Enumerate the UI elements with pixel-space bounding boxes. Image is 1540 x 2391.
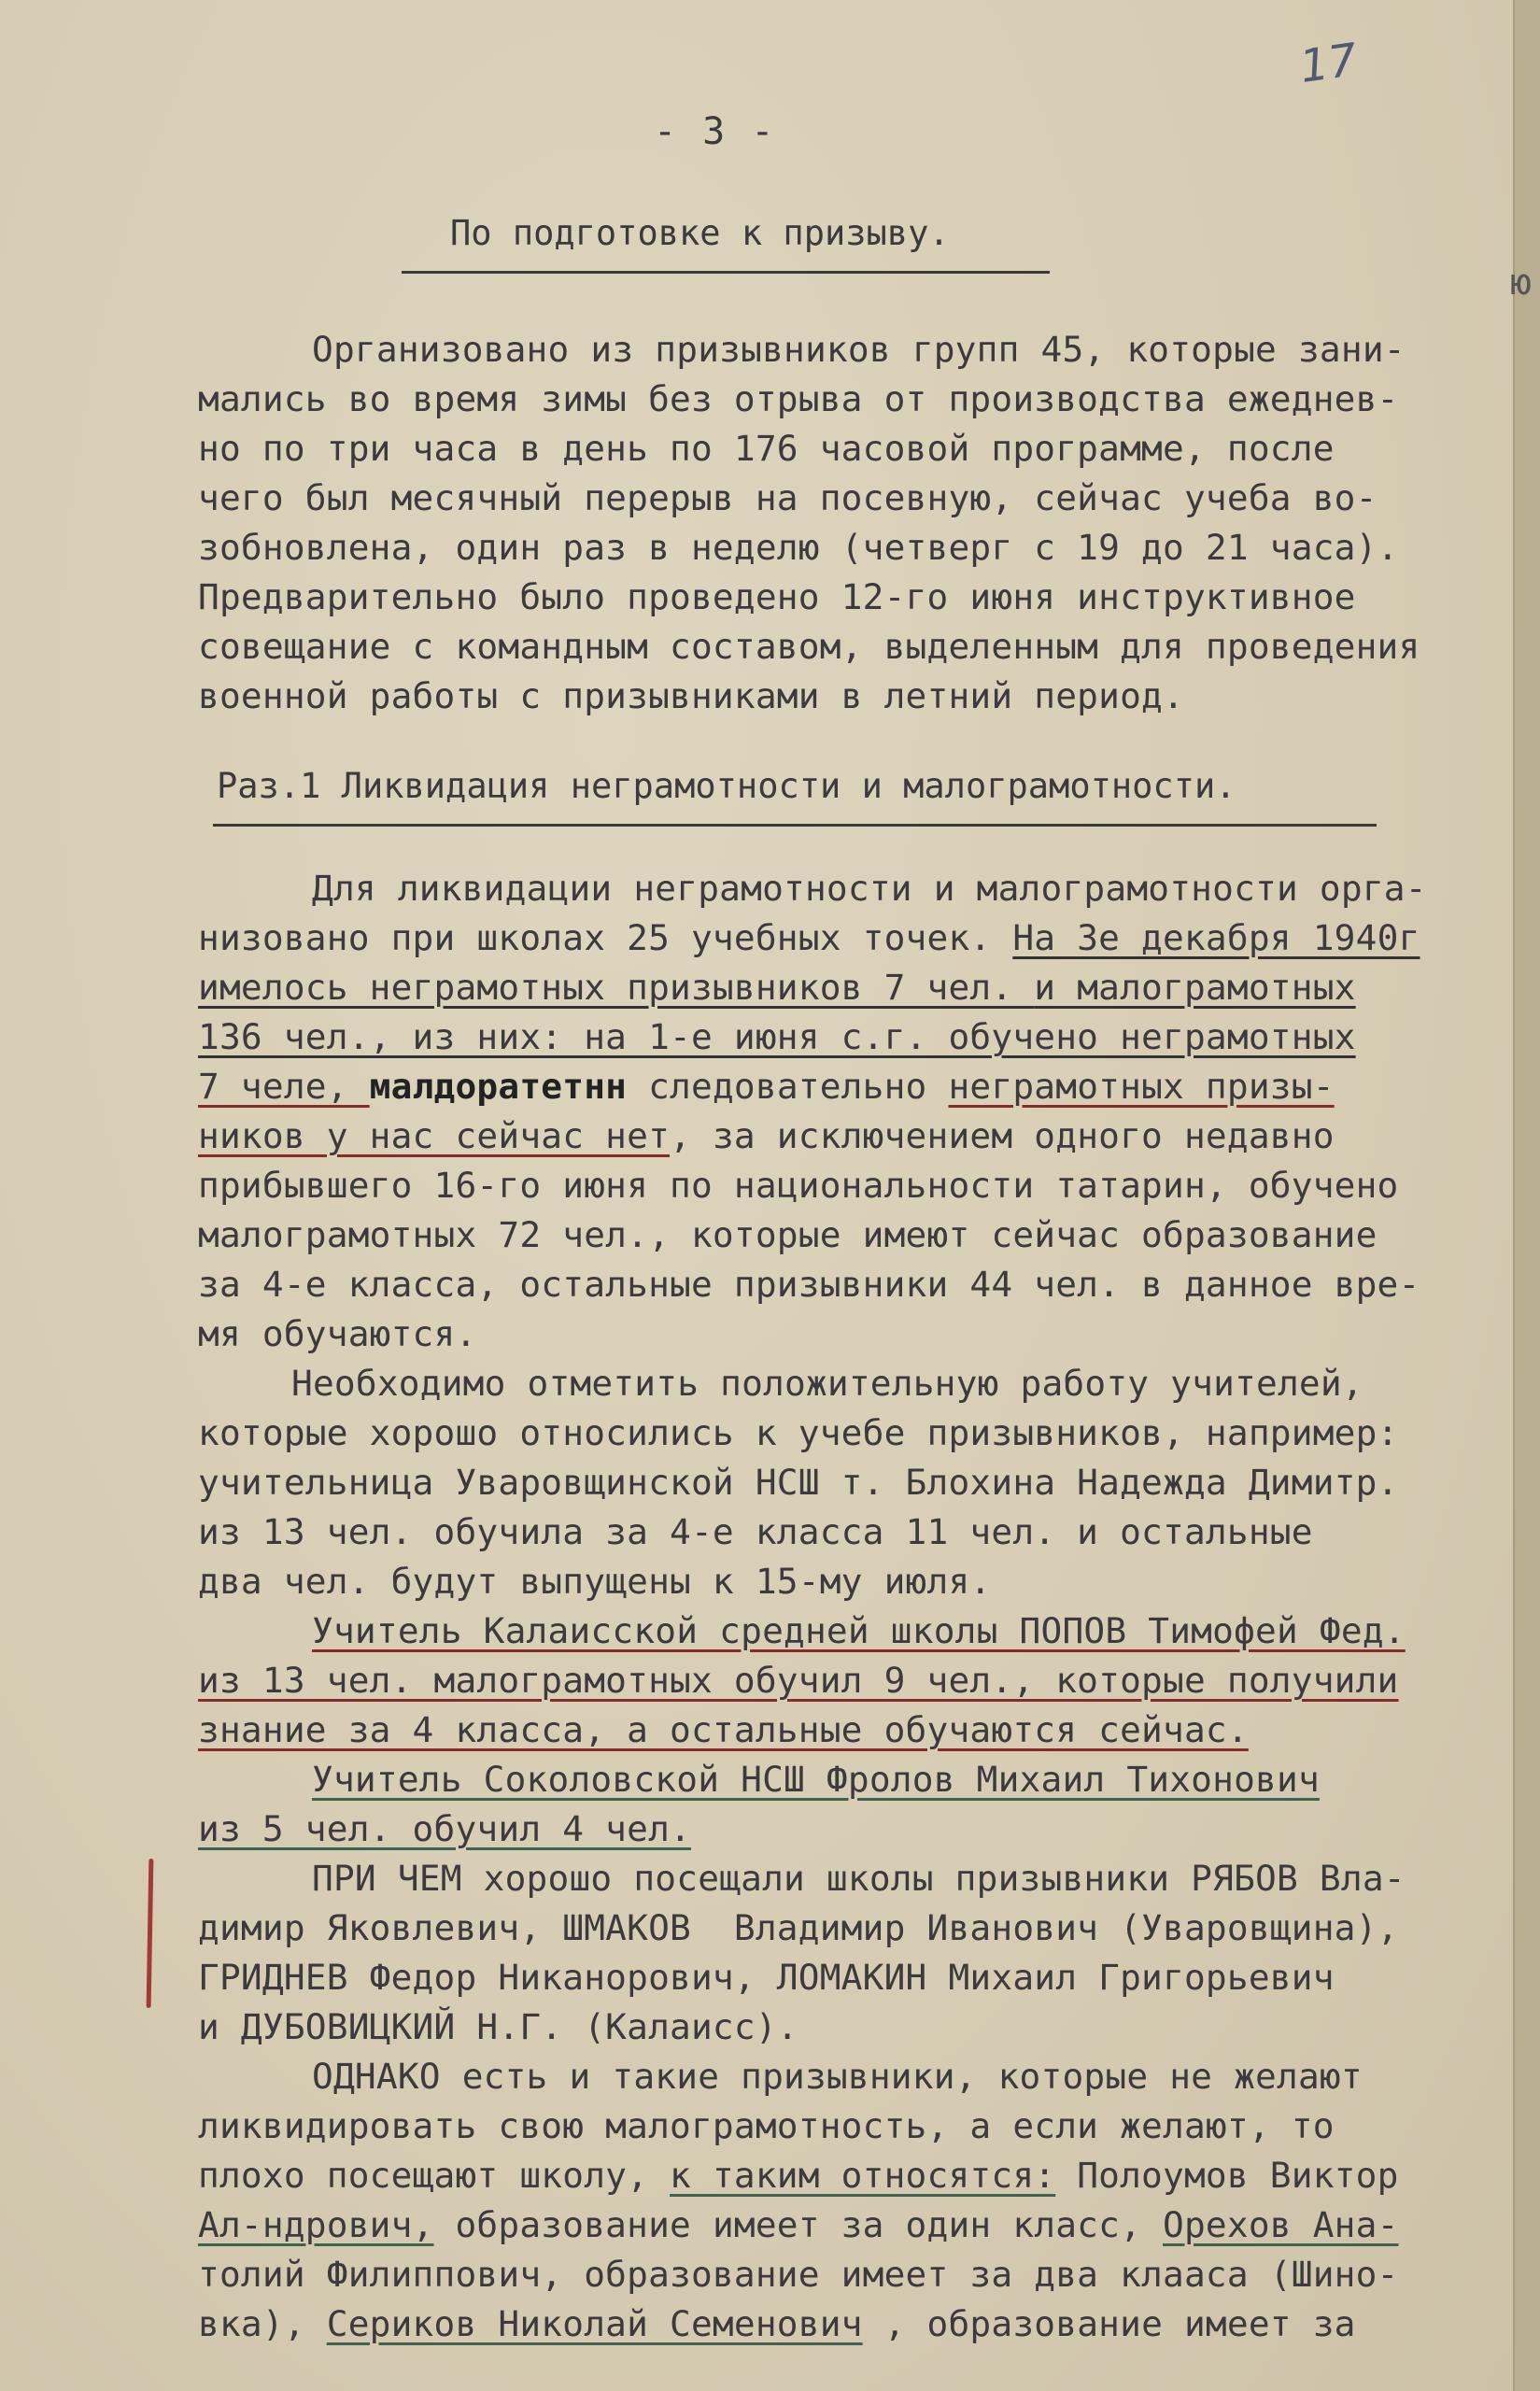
text-line: но по три часа в день по 176 часовой программе, после (198, 428, 1335, 469)
text-line: учительница Уваровщинской НСШ т. Блохина Надежда Димитр. (198, 1462, 1399, 1503)
red-underlined-text: неграмотных призы- (948, 1066, 1335, 1107)
text-line: мя обучаются. (198, 1313, 477, 1354)
text-line: и ДУБОВИЦКИЙ Н.Г. (Калаисс). (198, 2006, 798, 2047)
text-line: низовано при школах 25 учебных точек. На 3е декабря 1940г (198, 917, 1420, 958)
heading-underline (402, 271, 1050, 274)
text-line (198, 1606, 1540, 1656)
page-number: - 3 - (654, 110, 776, 153)
struck-out-word: малдоратетнн (369, 1066, 628, 1107)
red-underlined-text: ников у нас сейчас нет (198, 1115, 671, 1156)
text-line: прибывшего 16-го июня по национальности татарин, обучено (198, 1165, 1399, 1206)
underlined-text: и малограмотных (1034, 967, 1356, 1008)
text-line: 7 челе, малдоратетнн следовательно неграмотных призы- (198, 1066, 1335, 1107)
underlined-text: 136 чел., из них: на 1-е июня с.г. обучено неграмотных (198, 1016, 1356, 1057)
text-line: Ал-ндрович, образование имеет за один класс, Орехов Ана- (198, 2204, 1399, 2245)
section-1-heading (217, 766, 1236, 806)
green-underlined-text: Орехов Ана- (1163, 2204, 1399, 2245)
text-line: Организовано из призывников групп 45, которые зани- (312, 329, 1406, 370)
text-line: которые хорошо относились к учебе призывников, например: (198, 1412, 1399, 1453)
red-underlined-text: 7 челе, (198, 1066, 370, 1107)
edge-fragment: ю (1510, 262, 1532, 303)
text-line: Для ликвидации неграмотности и малограмотности орга- (312, 868, 1427, 909)
green-underlined-text: Ал-ндрович, (198, 2204, 434, 2245)
text-line: ОДНАКО есть и такие призывники, которые не желают (312, 2056, 1363, 2097)
text-line: за 4-е класса, остальные призывники 44 чел. в данное вре- (198, 1264, 1420, 1305)
section-1-title: Ликвидация неграмотности и малограмотности. (341, 766, 1236, 806)
text-line: зобновлена, один раз в неделю (четверг с 19 до 21 часа). (198, 527, 1399, 568)
text-line (198, 1656, 1510, 1705)
text-line: ников у нас сейчас нет, за исключением одного недавно (198, 1115, 1335, 1156)
text-line: Предварительно было проведено 12-го июня инструктивное (198, 576, 1356, 617)
folio-number: 17 (1296, 34, 1361, 93)
text-line (198, 963, 1510, 1012)
text-line: ПРИ ЧЕМ хорошо посещали школы призывники РЯБОВ Вла- (312, 1858, 1406, 1899)
text-line: ГРИДНЕВ Федор Никанорович, ЛОМАКИН Михаил Григорьевич (198, 1957, 1335, 1998)
text-line: ликвидировать свою малограмотность, а если желают, то (198, 2105, 1335, 2146)
green-underlined-text: Сериков Николай Семенович (326, 2303, 863, 2344)
text-line: плохо посещают школу, к таким относятся: Полоумов Виктор (198, 2155, 1399, 2196)
text-line: вка), Сериков Николай Семенович , образование имеет за (198, 2303, 1356, 2344)
underlined-text: На 3е декабря 1940г (1012, 917, 1420, 958)
text-line: два чел. будут выпущены к 15-му июля. (198, 1561, 992, 1602)
text-line: совещание с командным составом, выделенным для проведения (198, 626, 1420, 667)
green-underlined-text: из 5 чел. обучил 4 чел. (198, 1808, 691, 1849)
text-line: толий Филиппович, образование имеет за два клааса (Шино- (198, 2254, 1399, 2295)
text-line (198, 1705, 1510, 1755)
red-underlined-text: Учитель Калаисской средней школы ПОПОВ Тимофей Фед. (312, 1610, 1406, 1651)
red-underlined-text: из 13 чел. малограмотных обучил 9 чел., которые получили (198, 1660, 1399, 1701)
section-heading-conscription: По подготовке к призыву. (450, 213, 950, 253)
green-underlined-text: к таким относятся: (670, 2155, 1056, 2196)
green-underlined-text: Учитель Соколовской НСШ Фролов Михаил Тихонович (312, 1759, 1320, 1800)
red-underlined-text: знание за 4 класса, а остальные обучаются сейчас. (198, 1709, 1249, 1750)
text-line: димир Яковлевич, ШМАКОВ Владимир Иванович (Уваровщина), (198, 1907, 1399, 1948)
text-line: мались во время зимы без отрыва от производства ежеднев- (198, 378, 1399, 419)
text-line (198, 1012, 1510, 1062)
text-line: военной работы с призывниками в летний период. (198, 675, 1184, 716)
text-line (198, 1804, 1510, 1854)
text-line (198, 1755, 1540, 1804)
underlined-text: имелось неграмотных призывников 7 чел. (198, 967, 1035, 1008)
section-1-label: Раз.1 (217, 766, 321, 806)
text-line: чего был месячный перерыв на посевную, сейчас учеба во- (198, 477, 1378, 518)
text-line: Необходимо отметить положительную работу учителей, (291, 1363, 1363, 1404)
section-1-underline (213, 824, 1377, 827)
text-line: малограмотных 72 чел., которые имеют сейчас образование (198, 1214, 1378, 1255)
text-line: из 13 чел. обучила за 4-е класса 11 чел. и остальные (198, 1511, 1313, 1552)
